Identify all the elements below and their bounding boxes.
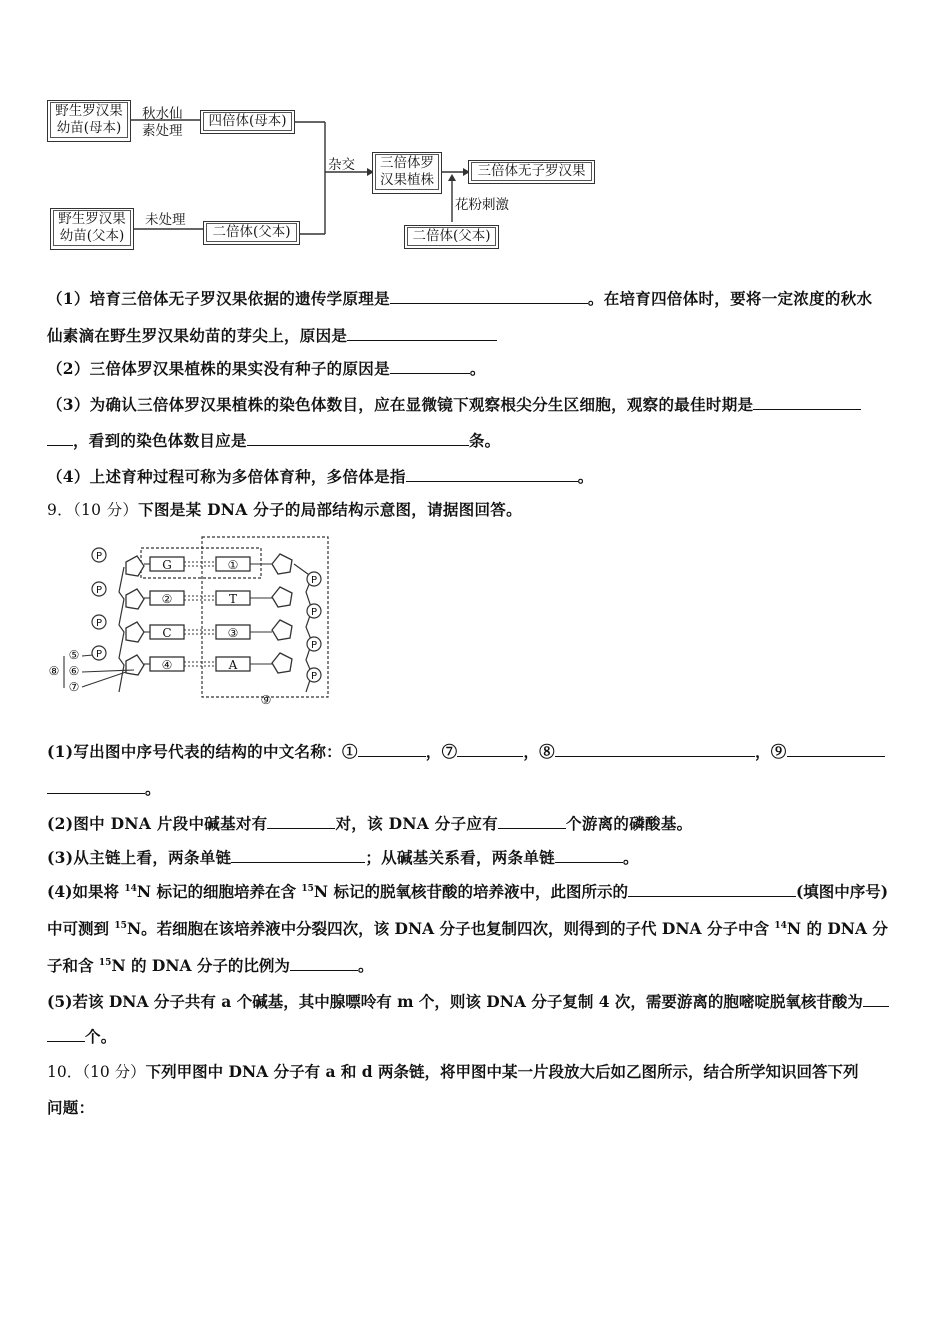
q9-part1-line1 — [47, 740, 885, 762]
text: N。若细胞在该培养液中分裂四次，该 DNA 分子也复制四次，则得到的子代 DNA 分子中含 — [126, 919, 775, 938]
text: 条。 — [468, 431, 501, 450]
question-number: 9． — [47, 501, 73, 519]
text: N 的 DNA 分 — [786, 919, 888, 938]
q9-part5-line1 — [47, 990, 889, 1012]
q8-part2 — [47, 357, 486, 379]
text: （1）培育三倍体无子罗汉果依据的遗传学原理是 — [47, 289, 390, 308]
text: (3)从主链上看，两条单链 — [47, 848, 232, 867]
q8-part4 — [47, 465, 594, 487]
question-stem: 下图是某 DNA 分子的局部结构示意图，请据图回答。 — [138, 500, 522, 519]
text: （4）上述育种过程可称为多倍体育种，多倍体是指 — [47, 467, 406, 486]
text: 。 — [577, 467, 594, 486]
box-text: 四倍体(母本) — [203, 112, 292, 131]
phosphate-label: P — [310, 640, 318, 651]
box-text: 二倍体(父本) — [206, 223, 297, 242]
callout-label: ⑨ — [260, 693, 272, 707]
answer-blank[interactable] — [390, 289, 588, 304]
box-text: 幼苗(母本) — [56, 120, 122, 136]
answer-blank[interactable] — [555, 848, 623, 863]
seedless-fruit-box — [468, 160, 595, 184]
wild-seedling-father-box — [50, 208, 134, 250]
q8-part3-line1 — [47, 393, 861, 415]
colchicine-label — [142, 106, 183, 140]
answer-blank[interactable] — [47, 779, 145, 794]
base-label: ② — [161, 592, 173, 606]
text: N 的 DNA 分子的比例为 — [111, 956, 290, 975]
text: 个。 — [85, 1027, 117, 1046]
answer-blank[interactable] — [358, 742, 426, 757]
base-label: ④ — [161, 658, 173, 672]
q9-part4-line1 — [47, 880, 888, 902]
answer-blank[interactable] — [863, 992, 889, 1007]
superscript: 15 — [98, 957, 112, 968]
label-text: 秋水仙 — [142, 106, 183, 122]
answer-blank[interactable] — [390, 359, 470, 374]
answer-blank[interactable] — [753, 395, 861, 410]
text: 。 — [357, 956, 374, 975]
phosphate-label: P — [95, 551, 103, 562]
text: 仙素滴在野生罗汉果幼苗的芽尖上，原因是 — [47, 326, 348, 345]
text: ，⑦ — [425, 742, 458, 761]
q8-part1-line1 — [47, 287, 872, 309]
text: ，⑨ — [754, 742, 787, 761]
text: ；从碱基关系看，两条单链 — [365, 848, 555, 867]
phosphate-label: P — [310, 671, 318, 682]
question-stem: 问题： — [47, 1098, 95, 1117]
answer-blank[interactable] — [347, 326, 497, 341]
callout-label: ⑤ — [68, 648, 80, 662]
text: 中可测到 — [47, 919, 115, 938]
text: 对，该 DNA 分子应有 — [335, 814, 499, 833]
triploid-plant-box — [372, 152, 442, 194]
dna-structure-diagram — [44, 532, 339, 710]
answer-blank[interactable] — [231, 848, 365, 863]
box-text: 三倍体罗 — [380, 155, 434, 171]
text: N 标记的细胞培养在含 — [136, 882, 302, 901]
answer-blank[interactable] — [457, 742, 523, 757]
q9-part1-line2 — [47, 777, 161, 799]
text: 。 — [622, 848, 639, 867]
question-stem: 下列甲图中 DNA 分子有 a 和 d 两条链，将甲图中某一片段放大后如乙图所示，结合所学知识回答下列 — [145, 1062, 859, 1081]
text: ，看到的染色体数目应是 — [73, 431, 247, 450]
q8-part1-line2 — [47, 324, 497, 346]
answer-blank[interactable] — [47, 1027, 85, 1042]
question-score: （10 分） — [72, 501, 139, 519]
diploid-father-box-2 — [404, 225, 499, 249]
text: （2）三倍体罗汉果植株的果实没有种子的原因是 — [47, 359, 390, 378]
answer-blank[interactable] — [787, 742, 885, 757]
q9-part4-line3 — [47, 954, 373, 976]
base-label: C — [162, 626, 172, 640]
diploid-father-box — [203, 221, 300, 245]
text: 个游离的磷酸基。 — [566, 814, 693, 833]
text: 。 — [469, 359, 486, 378]
text: (1)写出图中序号代表的结构的中文名称：① — [47, 742, 358, 761]
base-label: ③ — [227, 626, 239, 640]
phosphate-label: P — [95, 618, 103, 629]
base-label: ① — [227, 558, 239, 572]
question-number: 10． — [47, 1063, 83, 1081]
callout-label: ⑧ — [48, 664, 60, 678]
answer-blank[interactable] — [628, 882, 796, 897]
text: (2)图中 DNA 片段中碱基对有 — [47, 814, 268, 833]
answer-blank[interactable] — [498, 814, 566, 829]
text: (4)如果将 — [47, 882, 125, 901]
superscript: 14 — [124, 883, 137, 894]
text: 子和含 — [47, 956, 99, 975]
tetraploid-mother-box — [200, 110, 295, 134]
q10-stem-line1 — [47, 1060, 859, 1082]
box-text: 二倍体(父本) — [407, 227, 496, 246]
text: 。在培育四倍体时，要将一定浓度的秋水 — [587, 289, 873, 308]
base-label: A — [228, 658, 238, 672]
untreated-label: 未处理 — [145, 212, 186, 228]
phosphate-label: P — [310, 575, 318, 586]
q8-part3-line2 — [47, 429, 500, 451]
callout-label: ⑦ — [68, 680, 80, 694]
q9-stem — [47, 498, 522, 520]
box-text: 野生罗汉果 — [55, 103, 123, 119]
base-label: T — [228, 592, 238, 606]
question-score: （10 分） — [82, 1063, 146, 1081]
box-text: 汉果植株 — [380, 172, 434, 188]
q9-part5-line2 — [47, 1025, 117, 1047]
q10-stem-line2 — [47, 1096, 94, 1118]
superscript: 15 — [114, 920, 127, 931]
box-text: 幼苗(父本) — [59, 228, 125, 244]
q9-part4-line2 — [47, 917, 888, 939]
q9-part2 — [47, 812, 692, 834]
text: 。 — [145, 779, 161, 798]
answer-blank[interactable] — [290, 956, 358, 971]
answer-blank[interactable] — [406, 467, 578, 482]
answer-blank[interactable] — [555, 742, 755, 757]
phosphate-label: P — [310, 607, 318, 618]
answer-blank[interactable] — [47, 431, 73, 446]
text: (5)若该 DNA 分子共有 a 个碱基，其中腺嘌呤有 m 个，则该 DNA 分子复制 4 次，需要游离的胞嘧啶脱氧核苷酸为 — [47, 992, 863, 1011]
answer-blank[interactable] — [267, 814, 335, 829]
base-label: G — [162, 558, 172, 572]
answer-blank[interactable] — [247, 431, 469, 446]
callout-label: ⑥ — [68, 664, 80, 678]
superscript: 14 — [774, 920, 787, 931]
wild-seedling-mother-box — [47, 100, 131, 142]
cross-label: 杂交 — [328, 157, 355, 173]
box-text: 野生罗汉果 — [58, 211, 126, 227]
phosphate-label: P — [95, 585, 103, 596]
text: ，⑧ — [523, 742, 555, 761]
text: (填图中序号) — [795, 882, 889, 901]
box-text: 三倍体无子罗汉果 — [471, 162, 592, 181]
phosphate-label: P — [95, 649, 103, 660]
label-text: 素处理 — [142, 123, 183, 139]
text: N 标记的脱氧核苷酸的培养液中，此图所示的 — [313, 882, 628, 901]
superscript: 15 — [301, 883, 314, 894]
q9-part3 — [47, 846, 639, 868]
text: （3）为确认三倍体罗汉果植株的染色体数目，应在显微镜下观察根尖分生区细胞，观察的最佳时期是 — [47, 395, 754, 414]
pollen-label: 花粉刺激 — [455, 197, 509, 213]
